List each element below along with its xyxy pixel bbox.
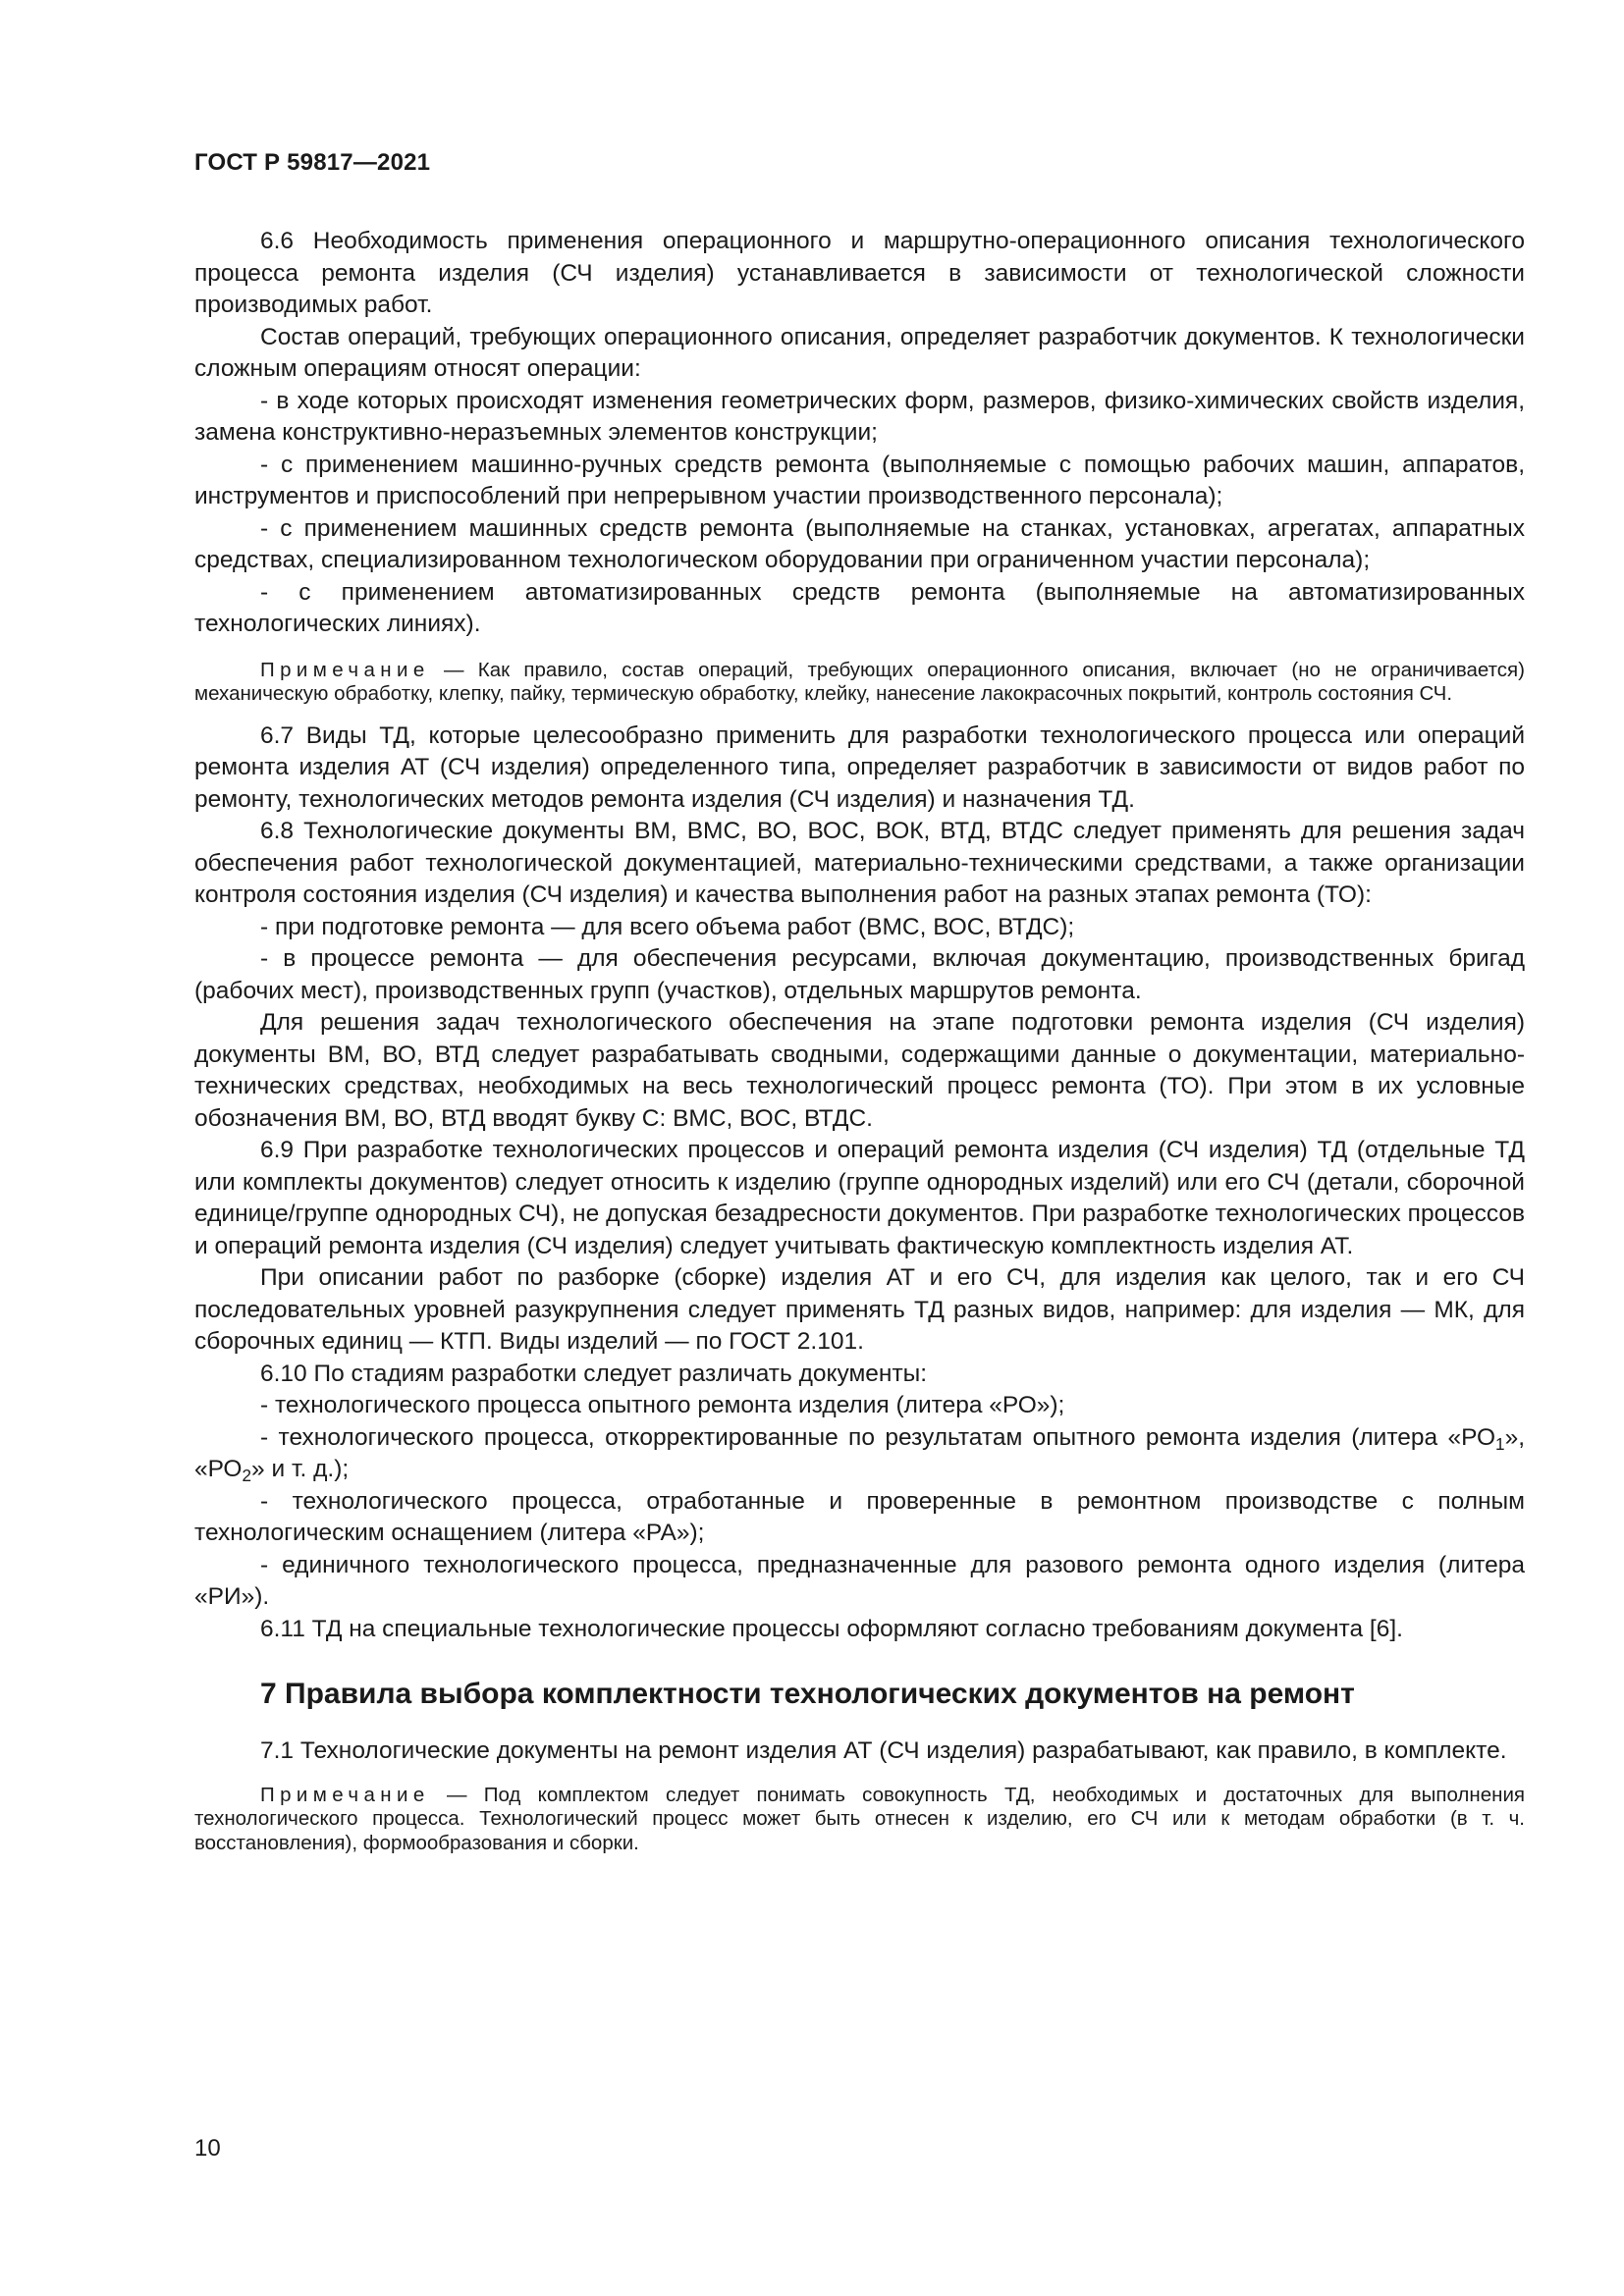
paragraph-6-11: 6.11 ТД на специальные технологические процессы оформляют согласно требованиям документа [6]. xyxy=(260,1615,1403,1642)
note-1 xyxy=(194,659,1525,707)
list-item: - с применением машинно-ручных средств ремонта (выполняемые с помощью рабочих машин, аппаратов, инструментов и приспособлений при непрерывном участии производственного персонала); xyxy=(194,451,1525,509)
document-code-header: ГОСТ Р 59817—2021 xyxy=(194,149,431,176)
list-item: - единичного технологического процесса, предназначенные для разового ремонта одного изделия (литера «РИ»). xyxy=(194,1551,1525,1611)
paragraph: При описании работ по разборке (сборке) изделия АТ и его СЧ, для изделия как целого, так и его СЧ последовательных уровней разукрупнения следует применять ТД разных видов, например: для изделия — МК, для сборочных единиц — КТП. Виды изделий — по ГОСТ 2.101. xyxy=(194,1264,1525,1356)
paragraph-6-9: 6.9 При разработке технологических процессов и операций ремонта изделия (СЧ изделия) ТД (отдельные ТД или комплекты документов) следует относить к изделию (группе однородных изделий) или его СЧ (детали, сборочной единице/группе однородных СЧ), не допуская безадресности документов. При разработке технологических процессов и операций ремонта изделия (СЧ изделия) следует учитывать фактическую комплектность изделия АТ. xyxy=(194,1137,1525,1259)
note-text: — Как правило, состав операций, требующих операционного описания, включает (но не ограничивается) механическую обработку, клепку, пайку, термическую обработку, клейку, нанесение лакокрасочных покрытий, контроль состояния СЧ. xyxy=(194,658,1525,706)
paragraph: Для решения задач технологического обеспечения на этапе подготовки ремонта изделия (СЧ изделия) документы ВМ, ВО, ВТД следует разрабатывать сводными, содержащими данные о документации, материально-технических средствах, необходимых на весь технологический процесс ремонта (ТО). При этом в их условные обозначения ВМ, ВО, ВТД вводят букву С: ВМС, ВОС, ВТДС. xyxy=(194,1009,1525,1132)
note-label: Примечание xyxy=(260,658,430,681)
paragraph-6-8: 6.8 Технологические документы ВМ, ВМС, ВО, ВОС, ВОК, ВТД, ВТДС следует применять для решения задач обеспечения работ технологической документацией, материально-техническими средствами, а также организации контроля состояния изделия (СЧ изделия) и качества выполнения работ на разных этапах ремонта (ТО): xyxy=(194,818,1525,909)
list-item: - с применением автоматизированных средств ремонта (выполняемые на автоматизированных технологических линиях). xyxy=(194,578,1525,637)
list-item: - в ходе которых происходят изменения геометрических форм, размеров, физико-химических свойств изделия, замена конструктивно-неразъемных элементов конструкции; xyxy=(194,387,1525,446)
note-text: — Под комплектом следует понимать совокупность ТД, необходимых и достаточных для выполнения технологического процесса. Технологический процесс может быть отнесен к изделию, его СЧ или к методам обработки (в т. ч. восстановления), формообразования и сборки. xyxy=(194,1783,1525,1854)
paragraph: Состав операций, требующих операционного описания, определяет разработчик документов. К технологически сложным операциям относят операции: xyxy=(194,323,1525,382)
note-2 xyxy=(194,1784,1525,1856)
paragraph-6-10: 6.10 По стадиям разработки следует различать документы: xyxy=(260,1360,928,1387)
list-item: - в процессе ремонта — для обеспечения ресурсами, включая документацию, производственных бригад (рабочих мест), производственных групп (участков), отдельных маршрутов ремонта. xyxy=(194,945,1525,1004)
page-number: 10 xyxy=(194,2135,221,2162)
list-item: - с применением машинных средств ремонта (выполняемые на станках, установках, агрегатах, аппаратных средствах, специализированном технологическом оборудовании при ограниченном участии персонала); xyxy=(194,514,1525,573)
list-item: - технологического процесса, отработанные и проверенные в ремонтном производстве с полным технологическим оснащением (литера «РА»); xyxy=(194,1487,1525,1547)
document-body xyxy=(194,226,1525,1855)
section-7-heading: 7 Правила выбора комплектности технологических документов на ремонт xyxy=(260,1678,1355,1711)
paragraph-7-1: 7.1 Технологические документы на ремонт изделия АТ (СЧ изделия) разрабатывают, как правило, в комплекте. xyxy=(260,1737,1507,1765)
paragraph-6-7: 6.7 Виды ТД, которые целесообразно применить для разработки технологического процесса или операций ремонта изделия АТ (СЧ изделия) определенного типа, определяет разработчик в зависимости от видов работ по ремонту, технологических методов ремонта изделия (СЧ изделия) и назначения ТД. xyxy=(194,721,1525,813)
list-item: - при подготовке ремонта — для всего объема работ (ВМС, ВОС, ВТДС); xyxy=(260,913,1075,940)
list-item-litera: - технологического процесса, откорректированные по результатам опытного ремонта изделия (литера «$РО_1$», «$РО_2$» и т. д.); xyxy=(194,1423,1525,1486)
list-item: - технологического процесса опытного ремонта изделия (литера «РО»); xyxy=(260,1392,1065,1419)
note-label: Примечание xyxy=(260,1783,430,1806)
paragraph-6-6: 6.6 Необходимость применения операционного и маршрутно-операционного описания технологического процесса ремонта изделия (СЧ изделия) устанавливается в зависимости от технологической сложности производимых работ. xyxy=(194,228,1525,318)
